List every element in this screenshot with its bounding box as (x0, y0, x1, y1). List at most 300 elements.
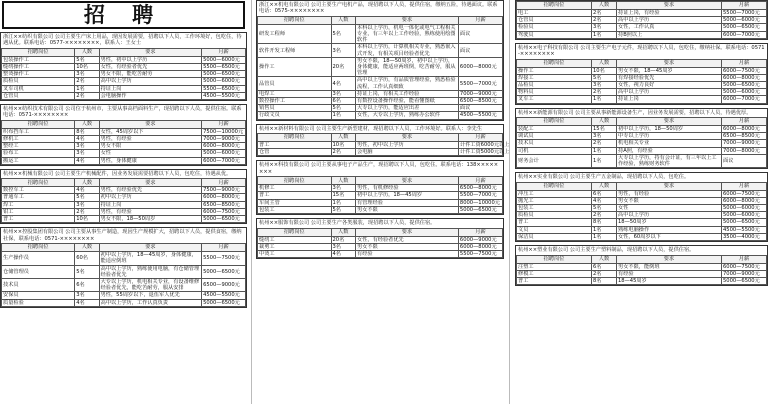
cell-count: 1名 (592, 226, 617, 233)
header-count: 人数 (592, 2, 617, 10)
header-position: 招聘岗位 (517, 59, 592, 67)
cell-salary: 4500—5500元 (202, 292, 246, 299)
cell-requirement: 18—50周岁 (617, 219, 722, 226)
cell-position: 包装操作工 (2, 56, 75, 63)
column-divider (509, 0, 510, 404)
cell-requirement: 持证上岗 (617, 96, 722, 103)
table-row (517, 226, 767, 233)
job-table (516, 255, 767, 286)
cell-requirement: 男性，有经验 (617, 190, 722, 197)
cell-salary: 5000—6000元 (722, 17, 767, 24)
company-description: 杭州××新能源有限公司 公司主要从事新能源设备生产，因业务发展需要，招聘以下人员，待遇优厚。 (518, 109, 752, 116)
column-3 (515, 0, 768, 404)
table-row (517, 133, 767, 140)
job-table (257, 228, 503, 259)
header-requirement: 要求 (617, 255, 722, 263)
table-row (258, 98, 503, 105)
cell-count: 5名 (75, 56, 99, 63)
table-row (258, 236, 503, 243)
cell-salary: 5000—6000元 (202, 150, 246, 157)
cell-count: 4名 (331, 77, 356, 90)
cell-position: 搬运工 (2, 157, 75, 164)
cell-requirement: 高中以上学历 (617, 17, 722, 24)
cell-salary: 5500—7000元 (458, 192, 502, 199)
company-listing (515, 172, 768, 242)
cell-position: 仓储管理员 (2, 265, 75, 278)
cell-requirement: 本科以上学历，计算机相关专业，熟悉嵌入式开发，有相关项目经验者优先 (356, 44, 459, 57)
header-requirement: 要求 (356, 16, 459, 24)
table-row (2, 64, 246, 71)
cell-position: 技术员 (2, 278, 75, 291)
cell-position: 质检员 (2, 78, 75, 85)
header-salary: 月薪 (458, 134, 502, 142)
header-count: 人数 (592, 182, 617, 190)
cell-salary: 4500—5500元 (458, 112, 502, 119)
cell-requirement: 初中以上学历 (99, 194, 201, 201)
table-row (517, 67, 767, 74)
table-row (517, 82, 767, 89)
cell-count: 4名 (75, 136, 99, 143)
cell-requirement: 高中以上学历 (99, 78, 201, 85)
table-row (2, 278, 246, 291)
cell-requirement: 男性，55周岁以下，退伍军人优先 (99, 292, 201, 299)
company-description: 杭州××新材料有限公司 公司主要生产新型建材，现招聘以下人员，工作环境好。联系人：李先生 (259, 125, 483, 132)
company-description: 杭州××电子科技有限公司 公司主要生产电子元件，现招聘以下人员，包吃住，缴纳社保。联系电话：0571-×××××××× (518, 44, 765, 58)
cell-salary: 5000—6500元 (202, 216, 246, 223)
cell-position: 销售员 (258, 105, 332, 112)
header-position: 招聘岗位 (258, 228, 332, 236)
table-header-row (2, 179, 246, 187)
cell-count: 4名 (75, 157, 99, 164)
table-header-row (517, 2, 767, 10)
cell-requirement: 持证上岗 (99, 85, 201, 92)
cell-count: 1名 (331, 112, 356, 119)
table-header-row (258, 177, 503, 185)
cell-salary: 6000—8000元 (722, 126, 767, 133)
cell-position: 安保员 (2, 292, 75, 299)
table-row (258, 192, 503, 199)
header-count: 人数 (331, 134, 356, 142)
header-requirement: 要求 (99, 179, 201, 187)
cell-requirement: 高中以上学历，有品质管理经验，熟悉检验流程，工作认真细致 (356, 77, 459, 90)
table-row (517, 140, 767, 147)
cell-salary: 5000—6500元 (722, 24, 767, 31)
cell-salary: 8000—10000元 (458, 199, 502, 206)
cell-count: 3名 (592, 82, 617, 89)
cell-salary: 6000—7000元 (722, 96, 767, 103)
job-table (1, 243, 246, 307)
cell-position: 软件开发工程师 (258, 44, 332, 57)
cell-requirement: 男女不限 (356, 206, 459, 213)
header-position: 招聘岗位 (517, 118, 592, 126)
table-row (258, 199, 503, 206)
job-table (516, 59, 767, 104)
cell-requirement: 男女不限，18—50周岁，初中以上学历，身体健康，能适应两班倒，吃苦耐劳，服从管理 (356, 57, 459, 77)
cell-salary: 6000—9000元 (458, 236, 502, 243)
cell-requirement: 会电脑操作 (99, 92, 201, 99)
cell-salary: 4500—5500元 (202, 92, 246, 99)
cell-salary: 6500—8500元 (202, 201, 246, 208)
header-salary: 月薪 (202, 244, 246, 252)
cell-position: 普工 (517, 219, 592, 226)
header-salary: 月薪 (202, 48, 246, 56)
table-row (258, 112, 503, 119)
cell-salary: 7500—10000元 (202, 128, 246, 135)
table-row (517, 197, 767, 204)
cell-requirement: 女性，45周岁以下 (99, 128, 201, 135)
cell-requirement: 女性，60周岁以下 (617, 233, 722, 240)
cell-count: 4名 (75, 299, 99, 306)
cell-position: 司机 (517, 147, 592, 154)
table-row (2, 78, 246, 85)
cell-count: 2名 (331, 149, 356, 156)
cell-salary: 计件工资5000元以上 (459, 149, 510, 156)
cell-salary: 5000—6500元 (722, 277, 767, 284)
cell-requirement: 女性，有经验者优先 (356, 236, 459, 243)
header-salary: 月薪 (722, 59, 767, 67)
header-salary: 月薪 (458, 16, 502, 24)
cell-count: 20名 (331, 57, 356, 77)
table-row (258, 57, 503, 77)
cell-salary: 4500—5500元 (722, 226, 767, 233)
table-row (2, 292, 246, 299)
table-row (258, 206, 503, 213)
cell-count: 3名 (75, 201, 99, 208)
cell-position: 叉车司机 (2, 85, 75, 92)
table-row (517, 277, 767, 284)
header-requirement: 要求 (356, 134, 459, 142)
cell-position: 仓管员 (517, 17, 592, 24)
cell-salary: 7000—9000元 (722, 140, 767, 147)
header-salary: 月薪 (202, 120, 246, 128)
cell-count: 2名 (592, 212, 617, 219)
table-row (258, 250, 503, 257)
table-row (517, 233, 767, 240)
cell-requirement: 女性，工作认真 (617, 24, 722, 31)
cell-salary: 6000—7500元 (202, 208, 246, 215)
cell-position: 修机工 (2, 136, 75, 143)
cell-salary: 6500—9000元 (202, 278, 246, 291)
cell-count: 3名 (75, 292, 99, 299)
cell-requirement: 男女不限，能吃苦耐劳 (99, 71, 201, 78)
cell-count: 5名 (592, 205, 617, 212)
cell-position: 焊接工 (517, 74, 592, 81)
cell-count: 3名 (331, 44, 356, 57)
cell-position: 缝纫操作工 (2, 64, 75, 71)
cell-salary: 6000—8000元 (722, 197, 767, 204)
cell-position: 叉车工 (517, 96, 592, 103)
cell-salary: 7500—9000元 (202, 187, 246, 194)
table-row (258, 185, 503, 192)
cell-salary: 6000—8000元 (458, 243, 502, 250)
column-divider (251, 0, 252, 404)
cell-position: 普工 (517, 277, 592, 284)
cell-requirement: 男性，有经验 (99, 208, 201, 215)
cell-count: 3名 (592, 24, 617, 31)
company-listing (256, 160, 504, 215)
cell-position: 物料员 (517, 89, 592, 96)
job-table (257, 133, 510, 156)
cell-salary: 5000—6500元 (722, 219, 767, 226)
cell-count: 6名 (331, 98, 356, 105)
cell-position: 仓管 (258, 149, 332, 156)
job-table (516, 1, 767, 39)
column-2 (256, 0, 510, 404)
cell-position: 钳工 (2, 208, 75, 215)
cell-position: 缝纫工 (258, 236, 332, 243)
cell-count: 5名 (331, 105, 356, 112)
cell-requirement: 女性，大专以上学历，熟练办公软件 (356, 112, 459, 119)
cell-position: 保洁员 (517, 233, 592, 240)
company-listing (0, 32, 247, 101)
cell-salary: 5000—6500元 (202, 71, 246, 78)
table-header-row (517, 255, 767, 263)
header-requirement: 要求 (356, 177, 459, 185)
cell-requirement: 中专以上学历 (617, 133, 722, 140)
table-header-row (517, 182, 767, 190)
table-row (517, 212, 767, 219)
cell-requirement: 大专以上学历，机电相关专业，有设备维修经验者优先，能吃苦耐劳，服从安排 (99, 278, 201, 291)
header-requirement: 要求 (617, 2, 722, 10)
header-requirement: 要求 (617, 59, 722, 67)
cell-count: 10名 (592, 67, 617, 74)
table-header-row (258, 228, 503, 236)
cell-position: 电焊工 (258, 90, 332, 97)
table-header-row (2, 244, 246, 252)
job-table (516, 182, 767, 241)
cell-count: 1名 (592, 154, 617, 167)
cell-count: 10名 (75, 216, 99, 223)
cell-count: 5名 (592, 74, 617, 81)
table-row (2, 128, 246, 135)
cell-requirement: 有焊接经验优先 (617, 74, 722, 81)
cell-position: 文员 (517, 226, 592, 233)
cell-requirement: 女性 (617, 205, 722, 212)
cell-count: 2名 (592, 270, 617, 277)
cell-salary: 面议 (458, 105, 502, 112)
cell-requirement: 男女不限 (617, 197, 722, 204)
company-listing (515, 245, 768, 286)
table-header-row (2, 120, 246, 128)
table-row (258, 24, 503, 44)
cell-position: 数控车工 (2, 187, 75, 194)
cell-count: 3名 (331, 185, 356, 192)
cell-salary: 7000—8000元 (722, 147, 767, 154)
cell-count: 2名 (592, 10, 617, 17)
header-requirement: 要求 (99, 244, 201, 252)
cell-requirement: 高中以上学历 (617, 89, 722, 96)
header-salary: 月薪 (202, 179, 246, 187)
cell-salary: 3500—4000元 (722, 233, 767, 240)
job-table (1, 120, 246, 165)
company-listing (256, 218, 504, 259)
cell-position: 注塑工 (517, 263, 592, 270)
table-row (517, 154, 767, 167)
cell-count: 3名 (75, 71, 99, 78)
cell-salary: 6000—8000元 (458, 57, 502, 77)
cell-requirement: 女性，有经验者优先 (99, 64, 201, 71)
cell-count: 4名 (331, 250, 356, 257)
cell-salary: 5000—6500元 (722, 82, 767, 89)
table-row (2, 71, 246, 78)
cell-salary: 5500—6500元 (202, 85, 246, 92)
table-row (517, 205, 767, 212)
cell-count: 10名 (75, 64, 99, 71)
company-description: 杭州××机械有限公司 公司主要生产机械配件，因业务发展需要招聘以下人员，包吃住，待遇从优。 (3, 170, 232, 177)
company-listing (515, 108, 768, 170)
cell-count: 8名 (592, 277, 617, 284)
cell-position: 包装工 (517, 205, 592, 212)
cell-requirement: 高中以上学历，熟练使用电脑，有仓储管理经验者优先 (99, 265, 201, 278)
cell-count: 5名 (331, 206, 356, 213)
cell-requirement: 大专以上学历，持有会计证，有三年以上工作经验，熟练财务软件 (617, 154, 722, 167)
cell-salary: 7000—9000元 (202, 136, 246, 143)
cell-count: 1名 (592, 31, 617, 38)
cell-position: 操作工 (517, 67, 592, 74)
cell-requirement: 男性，初中以上学历 (356, 142, 459, 149)
cell-position: 行政文员 (258, 112, 332, 119)
table-row (2, 85, 246, 92)
company-description: 浙江××机电有限公司 公司主要生产电机产品，现招聘以下人员，提供住宿，缴纳五险，待遇面议。联系电话：0575-×××××××× (259, 2, 498, 15)
cell-position: 普通车工 (2, 194, 75, 201)
job-table (516, 117, 767, 168)
table-header-row (517, 59, 767, 67)
table-row (258, 149, 503, 156)
company-listing (0, 169, 247, 224)
cell-requirement: 持A照，有经验 (617, 147, 722, 154)
cell-salary: 5000—6000元 (722, 212, 767, 219)
cell-count: 15名 (331, 192, 356, 199)
cell-requirement: 持证上岗，有经验 (617, 10, 722, 17)
cell-count: 60名 (75, 252, 99, 265)
table-header-row (2, 48, 246, 56)
company-description: 杭州××科技有限公司 公司主要从事电子产品生产，现招聘以下人员，包吃住。联系电话：138×××××××× (259, 162, 499, 175)
company-listing (0, 227, 247, 307)
table-row (517, 190, 767, 197)
cell-requirement: 有经验 (356, 250, 459, 257)
job-table (257, 176, 503, 214)
cell-requirement: 男女不限，18—50周岁 (99, 216, 201, 223)
header-count: 人数 (75, 48, 99, 56)
cell-requirement: 大专以上学历，能适应出差 (356, 105, 459, 112)
cell-count: 6名 (592, 190, 617, 197)
cell-requirement: 男女不限 (99, 143, 201, 150)
cell-position: 裁剪工 (258, 243, 332, 250)
cell-count: 10名 (331, 142, 356, 149)
table-header-row (258, 16, 503, 24)
cell-count: 3名 (75, 143, 99, 150)
cell-count: 1名 (592, 147, 617, 154)
header-position: 招聘岗位 (517, 2, 592, 10)
cell-salary: 6000—8000元 (202, 143, 246, 150)
cell-position: 数控操作工 (258, 98, 332, 105)
table-row (2, 150, 246, 157)
cell-position: 检验员 (517, 24, 592, 31)
cell-count: 3名 (331, 243, 356, 250)
cell-salary: 计件工资6000元以上 (459, 142, 510, 149)
cell-position: 普工 (258, 192, 332, 199)
header-position: 招聘岗位 (258, 177, 332, 185)
cell-count: 3名 (75, 150, 99, 157)
cell-position: 包装工 (258, 206, 332, 213)
cell-requirement: 男性，初中以上学历 (99, 56, 201, 63)
header-count: 人数 (75, 179, 99, 187)
header-salary: 月薪 (458, 228, 502, 236)
cell-salary: 7000—9000元 (458, 90, 502, 97)
table-row (517, 219, 767, 226)
cell-salary: 5500—7000元 (722, 10, 767, 17)
cell-count: 2名 (75, 78, 99, 85)
header-position: 招聘岗位 (2, 48, 75, 56)
header-salary: 月薪 (722, 118, 767, 126)
cell-requirement: 持证上岗，有相关工作经验 (356, 90, 459, 97)
cell-salary: 6000—7000元 (202, 157, 246, 164)
cell-position: 研发工程师 (258, 24, 332, 44)
cell-requirement: 有管理经验 (356, 199, 459, 206)
cell-count: 8名 (592, 219, 617, 226)
header-count: 人数 (75, 244, 99, 252)
cell-salary: 5000—6500元 (202, 299, 246, 306)
header-count: 人数 (75, 120, 99, 128)
cell-count: 2名 (592, 17, 617, 24)
cell-salary: 面议 (722, 154, 767, 167)
cell-requirement: 男性，身体健康 (99, 157, 201, 164)
cell-requirement: 本科以上学历，机电一体化或电气工程相关专业，有三年以上工作经验，熟练使用绘图软件 (356, 24, 459, 44)
company-description: 杭州××纺织技术有限公司 公司位于杭州市，主要从事高档面料生产，现招聘以下人员，提供住宿。联系电话：0571-×××××××× (3, 106, 242, 119)
cell-requirement: 男性，有机修经验 (356, 185, 459, 192)
cell-requirement: 男女不限，18—45周岁 (617, 67, 722, 74)
cell-salary: 面议 (458, 24, 502, 44)
cell-salary: 6000—8000元 (202, 194, 246, 201)
cell-count: 2名 (592, 89, 617, 96)
cell-requirement: 初中以上学历，18—45周岁 (356, 192, 459, 199)
table-row (517, 126, 767, 133)
cell-count: 6名 (75, 278, 99, 291)
cell-count: 4名 (75, 187, 99, 194)
cell-salary: 7000—9000元 (722, 270, 767, 277)
header-requirement: 要求 (99, 120, 201, 128)
cell-position: 抛光工 (517, 197, 592, 204)
cell-position: 车间主管 (258, 199, 332, 206)
table-row (2, 201, 246, 208)
cell-position: 整烫操作工 (2, 71, 75, 78)
header-salary: 月薪 (722, 182, 767, 190)
header-position: 招聘岗位 (2, 244, 75, 252)
table-row (517, 89, 767, 96)
cell-position: 品检员 (517, 82, 592, 89)
cell-position: 普工 (258, 142, 332, 149)
table-row (2, 136, 246, 143)
company-description: 杭州××塑业有限公司 公司主要生产塑料制品，现招聘以下人员，提供住宿。 (518, 247, 695, 254)
cell-position: 品管员 (258, 77, 332, 90)
cell-salary: 6000—7500元 (722, 67, 767, 74)
cell-count: 4名 (592, 197, 617, 204)
cell-salary: 5000—6500元 (458, 206, 502, 213)
table-row (2, 143, 246, 150)
table-row (2, 92, 246, 99)
header-count: 人数 (592, 59, 617, 67)
cell-position: 操作工 (258, 57, 332, 77)
table-row (517, 31, 767, 38)
cell-requirement: 女性 (99, 150, 201, 157)
cell-salary: 5000—6000元 (202, 78, 246, 85)
table-row (258, 142, 503, 149)
cell-requirement: 高中以上学历 (617, 212, 722, 219)
cell-count: 8名 (75, 128, 99, 135)
column-1 (0, 0, 247, 404)
company-description: 浙江××纺织有限公司 公司主要生产床上用品，现因发展需要，招聘以下人员，工作环境好，包吃住，待遇从优。联系电话：0577-××××××××，联系人：王女士 (3, 34, 242, 47)
table-row (258, 77, 503, 90)
